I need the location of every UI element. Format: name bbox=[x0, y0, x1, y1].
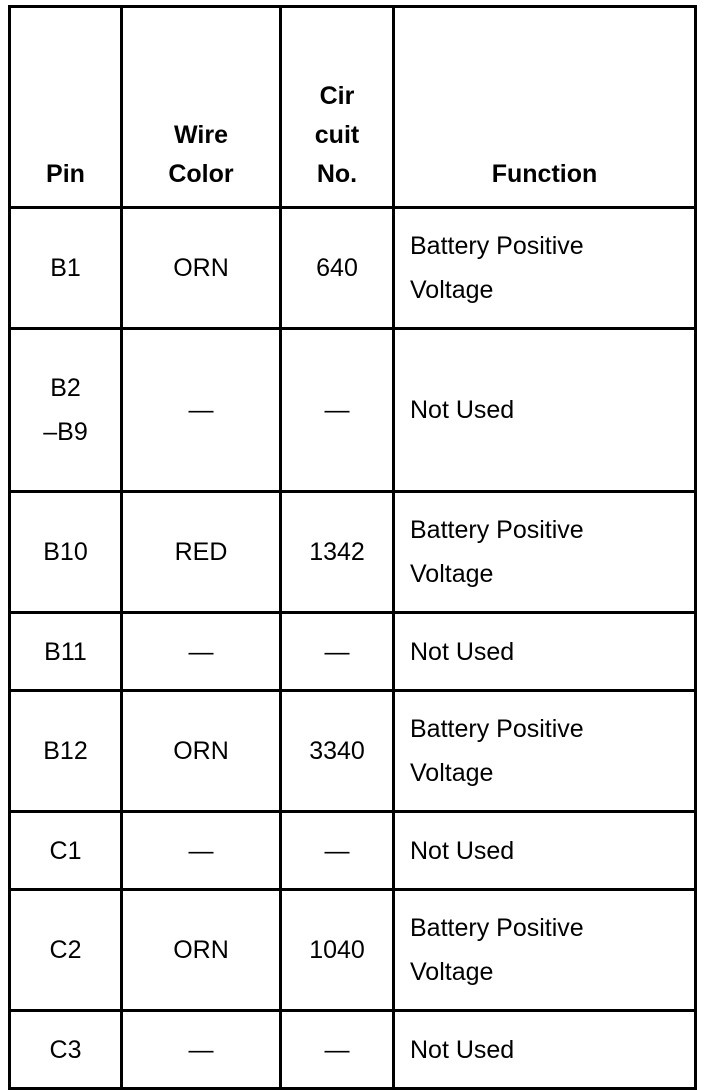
pin-value: B10 bbox=[43, 538, 88, 566]
header-pin bbox=[10, 7, 122, 208]
circuit-no-value: — bbox=[324, 396, 350, 424]
pin-cell bbox=[10, 613, 122, 691]
circuit-no-value: 1342 bbox=[309, 538, 365, 566]
wire-color-value: — bbox=[188, 637, 214, 666]
function-cell bbox=[394, 812, 696, 890]
function-cell bbox=[394, 691, 696, 812]
function-cell bbox=[394, 208, 696, 329]
circuit-no-value: — bbox=[324, 1035, 350, 1064]
function-value: Not Used bbox=[410, 396, 515, 424]
header-circuit-no bbox=[281, 7, 394, 208]
pin-cell bbox=[10, 812, 122, 890]
wire-color-cell bbox=[122, 812, 281, 890]
function-value: Battery Positive Voltage bbox=[410, 516, 584, 588]
header-function-label: Function bbox=[491, 160, 598, 188]
circuit-no-value: 640 bbox=[316, 254, 358, 282]
function-value: Battery Positive Voltage bbox=[410, 715, 584, 787]
table-row bbox=[10, 890, 696, 1011]
pin-value: C2 bbox=[49, 936, 82, 964]
pin-cell bbox=[10, 890, 122, 1011]
header-wire-color bbox=[122, 7, 281, 208]
circuit-no-cell bbox=[281, 492, 394, 613]
function-cell bbox=[394, 329, 696, 492]
function-cell bbox=[394, 890, 696, 1011]
pin-value: B1 bbox=[50, 254, 81, 282]
table-row bbox=[10, 1011, 696, 1089]
wire-color-value: ORN bbox=[173, 737, 229, 765]
pin-cell bbox=[10, 208, 122, 329]
circuit-no-value: 1040 bbox=[309, 936, 365, 964]
pin-cell bbox=[10, 1011, 122, 1089]
circuit-no-cell bbox=[281, 1011, 394, 1089]
wire-color-value: ORN bbox=[173, 936, 229, 964]
wire-color-cell bbox=[122, 613, 281, 691]
header-function bbox=[394, 7, 696, 208]
header-pin-label: Pin bbox=[46, 160, 85, 188]
wire-color-value: — bbox=[188, 836, 214, 865]
function-value: Not Used bbox=[410, 836, 515, 865]
circuit-no-cell bbox=[281, 691, 394, 812]
wire-color-value: — bbox=[188, 1035, 214, 1064]
function-cell bbox=[394, 492, 696, 613]
wire-color-cell bbox=[122, 1011, 281, 1089]
pin-value: B2 –B9 bbox=[43, 374, 88, 446]
wire-color-cell bbox=[122, 890, 281, 1011]
pin-value: B12 bbox=[43, 737, 88, 765]
function-value: Not Used bbox=[410, 637, 515, 666]
table-row bbox=[10, 492, 696, 613]
function-value: Battery Positive Voltage bbox=[410, 914, 584, 986]
wire-color-value: — bbox=[188, 396, 214, 424]
wire-color-cell bbox=[122, 329, 281, 492]
circuit-no-value: 3340 bbox=[309, 737, 365, 765]
circuit-no-cell bbox=[281, 329, 394, 492]
circuit-no-cell bbox=[281, 812, 394, 890]
header-circuit-no-label: Cir cuit No. bbox=[314, 82, 360, 188]
function-cell bbox=[394, 1011, 696, 1089]
pin-value: C1 bbox=[49, 836, 82, 865]
table-row bbox=[10, 329, 696, 492]
circuit-no-cell bbox=[281, 890, 394, 1011]
function-cell bbox=[394, 613, 696, 691]
wire-color-value: ORN bbox=[173, 254, 229, 282]
function-value: Not Used bbox=[410, 1035, 515, 1064]
table-row bbox=[10, 613, 696, 691]
table-row bbox=[10, 208, 696, 329]
pin-function-table bbox=[8, 5, 697, 1090]
circuit-no-cell bbox=[281, 208, 394, 329]
wire-color-cell bbox=[122, 492, 281, 613]
pin-value: C3 bbox=[49, 1035, 82, 1064]
circuit-no-value: — bbox=[324, 836, 350, 865]
circuit-no-value: — bbox=[324, 637, 350, 666]
header-wire-color-label: Wire Color bbox=[168, 121, 234, 188]
pin-cell bbox=[10, 691, 122, 812]
pin-value: B11 bbox=[44, 637, 87, 666]
table-header-row bbox=[10, 7, 696, 208]
wire-color-cell bbox=[122, 208, 281, 329]
wire-color-value: RED bbox=[174, 538, 228, 566]
circuit-no-cell bbox=[281, 613, 394, 691]
table-row bbox=[10, 812, 696, 890]
pin-cell bbox=[10, 329, 122, 492]
table-row bbox=[10, 691, 696, 812]
function-value: Battery Positive Voltage bbox=[410, 232, 584, 304]
wire-color-cell bbox=[122, 691, 281, 812]
pin-cell bbox=[10, 492, 122, 613]
